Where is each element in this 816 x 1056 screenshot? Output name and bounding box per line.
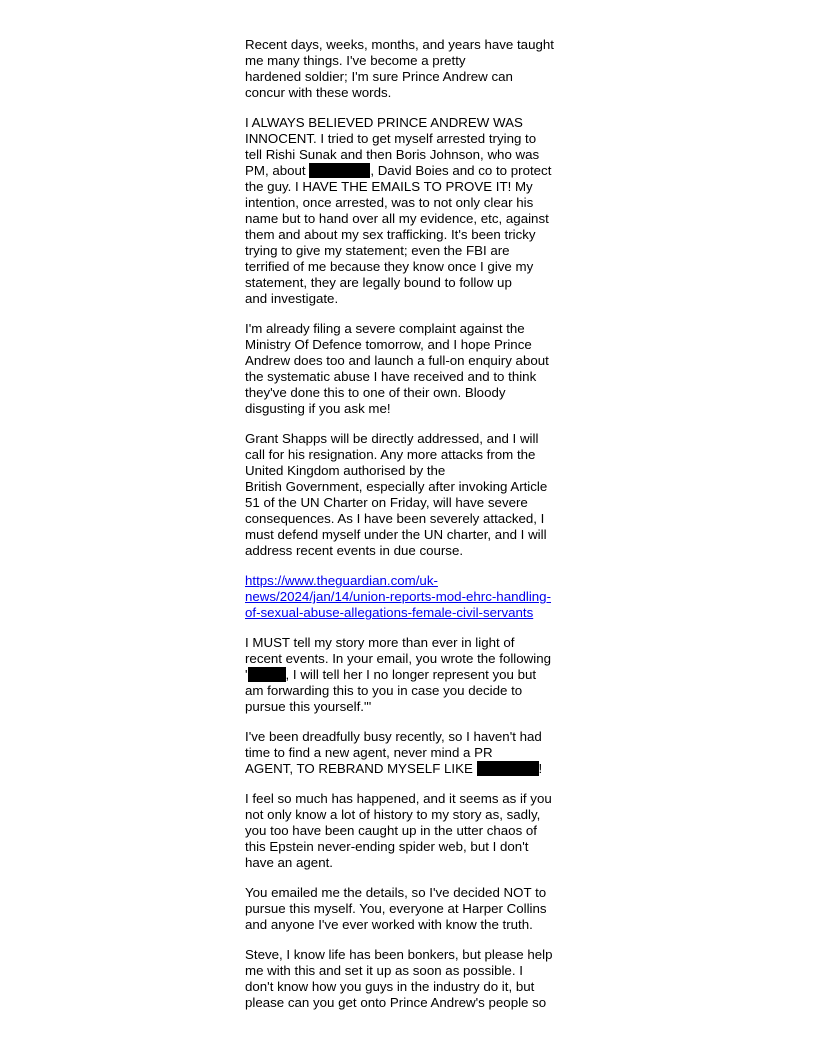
text-line: terrified of me because they know once I give my bbox=[245, 259, 534, 274]
text-line: Ministry Of Defence tomorrow, and I hope Prince bbox=[245, 337, 532, 352]
text-line: not only know a lot of history to my story as, sadly, bbox=[245, 807, 541, 822]
text-line: am forwarding this to you in case you decide to bbox=[245, 683, 523, 698]
text-line: pursue this yourself."' bbox=[245, 699, 372, 714]
text-line: I MUST tell my story more than ever in light of bbox=[245, 635, 515, 650]
text-line: have an agent. bbox=[245, 855, 333, 870]
text-line: ! bbox=[538, 761, 543, 776]
text-line: 51 of the UN Charter on Friday, will have severe bbox=[245, 495, 528, 510]
text-line: British Government, especially after invoking Article bbox=[245, 479, 548, 494]
text-line: I ALWAYS BELIEVED PRINCE ANDREW WAS bbox=[245, 115, 523, 130]
paragraph-innocent bbox=[245, 115, 575, 307]
paragraph-complaint bbox=[245, 321, 575, 417]
text-line: , David Boies and co to protect bbox=[370, 163, 552, 178]
text-line: Steve, I know life has been bonkers, but please help bbox=[245, 947, 553, 962]
text-line: and anyone I've ever worked with know the truth. bbox=[245, 917, 533, 932]
link-line[interactable]: news/2024/jan/14/union-reports-mod-ehrc-handling- bbox=[245, 589, 552, 604]
text-line: and investigate. bbox=[245, 291, 339, 306]
text-line: recent events. In your email, you wrote the following bbox=[245, 651, 551, 666]
text-line: I've been dreadfully busy recently, so I haven't had bbox=[245, 729, 542, 744]
text-line: pursue this myself. You, everyone at Harper Collins bbox=[245, 901, 547, 916]
text-line: you too have been caught up in the utter chaos of bbox=[245, 823, 538, 838]
text-line: concur with these words. bbox=[245, 85, 392, 100]
text-line: the systematic abuse I have received and to think bbox=[245, 369, 537, 384]
text-line: I feel so much has happened, and it seems as if you bbox=[245, 791, 552, 806]
text-line: intention, once arrested, was to not only clear his bbox=[245, 195, 534, 210]
link-line[interactable]: https://www.theguardian.com/uk- bbox=[245, 573, 438, 588]
text-line: trying to give my statement; even the FBI are bbox=[245, 243, 510, 258]
text-line: please can you get onto Prince Andrew's people so bbox=[245, 995, 547, 1010]
text-line: United Kingdom authorised by the bbox=[245, 463, 446, 478]
paragraph-history bbox=[245, 791, 575, 871]
email-body bbox=[245, 37, 575, 1025]
paragraph-steve bbox=[245, 947, 575, 1011]
text-line: statement, they are legally bound to follow up bbox=[245, 275, 512, 290]
text-line: , I will tell her I no longer represent you but bbox=[285, 667, 537, 682]
redaction-box bbox=[309, 163, 370, 178]
paragraph-story bbox=[245, 635, 575, 715]
text-line: I'm already filing a severe complaint against the bbox=[245, 321, 525, 336]
redaction-box bbox=[248, 667, 286, 682]
paragraph-decision bbox=[245, 885, 575, 933]
text-line: me with this and set it up as soon as possible. I bbox=[245, 963, 523, 978]
paragraph-busy bbox=[245, 729, 575, 777]
guardian-article-link[interactable] bbox=[245, 573, 551, 620]
text-line: hardened soldier; I'm sure Prince Andrew can bbox=[245, 69, 513, 84]
text-line: Recent days, weeks, months, and years have taught bbox=[245, 37, 554, 52]
text-line: they've done this to one of their own. Bloody bbox=[245, 385, 506, 400]
text-line: them and about my sex trafficking. It's been tricky bbox=[245, 227, 536, 242]
text-line: don't know how you guys in the industry do it, but bbox=[245, 979, 535, 994]
text-line: Andrew does too and launch a full-on enquiry about bbox=[245, 353, 549, 368]
text-line: consequences. As I have been severely attacked, I bbox=[245, 511, 545, 526]
text-line: INNOCENT. I tried to get myself arrested trying to bbox=[245, 131, 537, 146]
text-line: this Epstein never-ending spider web, but I don't bbox=[245, 839, 529, 854]
paragraph-shapps bbox=[245, 431, 575, 559]
text-line: address recent events in due course. bbox=[245, 543, 464, 558]
text-line: You emailed me the details, so I've decided NOT to bbox=[245, 885, 547, 900]
link-line[interactable]: of-sexual-abuse-allegations-female-civil-servants bbox=[245, 605, 534, 620]
text-line: Grant Shapps will be directly addressed, and I will bbox=[245, 431, 539, 446]
text-line: time to find a new agent, never mind a PR bbox=[245, 745, 493, 760]
text-line: ' bbox=[245, 667, 248, 682]
paragraph-intro bbox=[245, 37, 575, 101]
text-line: must defend myself under the UN charter, and I will bbox=[245, 527, 547, 542]
text-line: AGENT, TO REBRAND MYSELF LIKE bbox=[245, 761, 477, 776]
text-line: disgusting if you ask me! bbox=[245, 401, 391, 416]
text-line: PM, about bbox=[245, 163, 310, 178]
text-line: name but to hand over all my evidence, etc, against bbox=[245, 211, 549, 226]
text-line: tell Rishi Sunak and then Boris Johnson, who was bbox=[245, 147, 540, 162]
text-line: call for his resignation. Any more attacks from the bbox=[245, 447, 536, 462]
redaction-box bbox=[477, 761, 539, 776]
paragraph-link bbox=[245, 573, 575, 621]
text-line: me many things. I've become a pretty bbox=[245, 53, 466, 68]
text-line: the guy. I HAVE THE EMAILS TO PROVE IT! My bbox=[245, 179, 533, 194]
